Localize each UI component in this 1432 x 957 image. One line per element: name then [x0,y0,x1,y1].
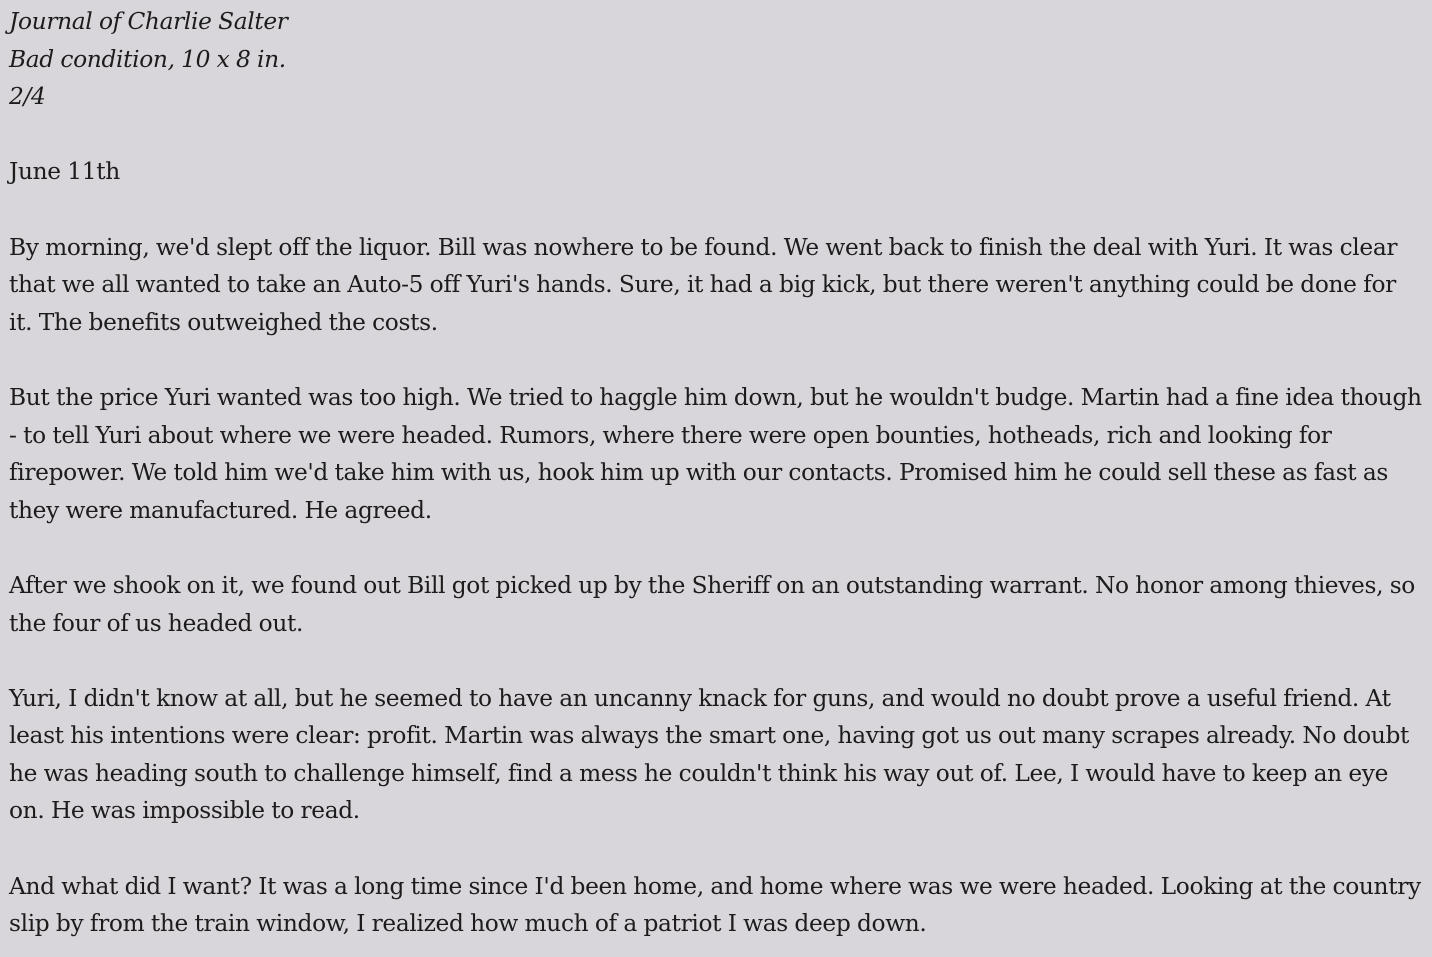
page-indicator: 2/4 [9,83,46,111]
journal-condition: Bad condition, 10 x 8 in. [9,45,286,73]
entry-date: June 11th [9,158,120,186]
spacer [9,116,1424,154]
entry-paragraph: By morning, we'd slept off the liquor. Bill was nowhere to be found. We went back to finish the deal with Yuri. It was clear that we all wanted to take an Auto-5 off Yuri's hands. Sure, it had a big kick, but there weren't anything could be done for it. The benefits outweighed the costs. [9,233,1398,336]
journal-title: Journal of Charlie Salter [9,8,288,35]
entry-paragraph: After we shook on it, we found out Bill got picked up by the Sheriff on an outstanding warrant. No honor among thieves, so the four of us headed out. [9,571,1415,637]
entry-paragraph: And what did I want? It was a long time since I'd been home, and home where was we were headed. Looking at the country slip by from the train window, I realized how much of a patriot I was deep down. [9,872,1421,938]
entry-paragraph: Yuri, I didn't know at all, but he seemed to have an uncanny knack for guns, and would no doubt prove a useful friend. At least his intentions were clear: profit. Martin was always the smart one, having got us out many scrapes already. No doubt he was heading south to challenge himself, find a mess he couldn't think his way out of. Lee, I would have to keep an eye on. He was impossible to read. [9,684,1410,825]
entry-paragraph: But the price Yuri wanted was too high. We tried to haggle him down, but he wouldn't budge. Martin had a fine idea though - to tell Yuri about where we were headed. Rumors, where there were open bounties, hotheads, rich and looking for firepower. We told him we'd take him with us, hook him up with our contacts. Promised him he could sell these as fast as they were manufactured. He agreed. [9,383,1422,524]
entry-body [9,229,1424,943]
journal-header [9,3,1424,116]
